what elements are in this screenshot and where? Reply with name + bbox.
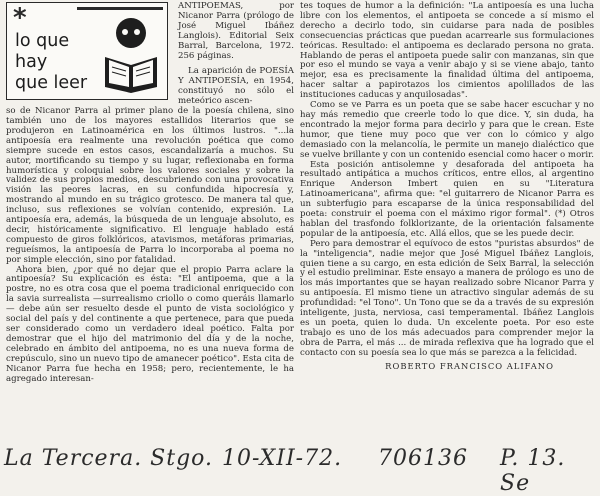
author-signature: ROBERTO FRANCISCO ALIFANO <box>385 360 554 371</box>
paragraph-intro: La aparición de POESÍA Y ANTIPOESÍA, en 1954, constituyó no sólo el meteórico ascen- <box>178 66 294 107</box>
badge-line-1: lo que <box>15 31 70 51</box>
handwritten-source: La Tercera. Stgo. <box>4 446 214 471</box>
book-reader-icon <box>99 13 163 93</box>
asterisk-mark: * <box>13 3 27 33</box>
paragraph: Esta posición antisolemne y desaforada del antipoeta ha resultado antipática a muchos críticos, entre ellos, al argentino Enrique Anderson Imbert quien en su "Literatura Latinoamericana", afirma que: "el guitarrero de Nicanor Parra es un subterfugio para escaparse de la única responsabilidad del poeta: construir el poema con el máximo rigor formal". (*) Otros hablan del trasfondo folklorizante, de la orientación falsamente popular de la antipoesía, etc. Allá ellos, que se les puede decir. <box>300 159 594 239</box>
book-heading: ANTIPOEMAS, por Nicanor Parra (prólogo de José Miguel Ibáñez Langlois). Editorial Seix Barral, Barcelona, 1972. 256 páginas. <box>178 1 294 61</box>
badge-rule <box>77 7 163 10</box>
paragraph: so de Nicanor Parra al primer plano de la poesía chilena, sino también uno de los mayores estallidos literarios que se produjeron en Latinoamérica en los últimos lustros. "...la antipoesía era realmente una revolución poética que como siempre sucede en estos casos, escandalizaría a muchos. Su autor, mortificando su tiempo y su lugar, reflexionaba en forma humorística y coloquial sobre los valores sociales y sobre la validez de sus propios medios, descubriendo con una provocativa visión las peores lacras, en su confundida hipocresía y, mostrando al mundo en su trágico grotesco. De manera tal que, incluso, sus reflexiones se volvían contenido, expresión. La antipoesía era, además, la búsqueda de un lenguaje absoluto, es decir, históricamente significativo. El lenguaje hablado está compuesto de giros folklóricos, atavismos, metáforas primarias, regueísmos, la antipoesía de Parra lo incorporaba al poema no por simple elección, sino por fatalidad. <box>6 106 294 265</box>
paragraph: Ahora bien, ¿por qué no dejar que el propio Parra aclare la antipoesía? Su explicación es ésta: "El antipoema, que a la postre, no es otra cosa que el poema tradicional enriquecido con la savia surrealista —surrealismo criollo o como queráis llamarlo— debe aún ser resuelto desde el punto de vista sociológico y social del país y del continente a que pertenece, para que pueda ser considerado como un verdadero ideal poético. Falta por demostrar que el hijo del matrimonio del día y de la noche, celebrado en ámbito del antipoema, no es una nueva forma de crepúsculo, sino un nuevo tipo de amanecer poético". Esta cita de Nicanor Parra fue hecha en 1958; pero, recientemente, le ha agregado interesan- <box>6 264 294 384</box>
badge-text <box>15 31 87 94</box>
handwritten-annotation <box>0 440 600 496</box>
badge-line-2: hay <box>15 52 48 72</box>
right-column <box>300 2 594 372</box>
lo-que-hay-que-leer-badge <box>6 2 168 100</box>
left-column <box>6 2 294 384</box>
paragraph: Pero para demostrar el equívoco de estos "puristas absurdos" de la "inteligencia", nadie mejor que José Miguel Ibáñez Langlois, quien tiene a su cargo, en esta edición de Seix Barral, la selección y el estudio preliminar. Este ensayo a manera de prólogo es uno de los más importantes que se hayan realizado sobre Nicanor Parra y su antipoesía. El mismo tiene un atractivo singular además de su profundidad: "el Tono". Un Tono que se da a través de su expresión inteligente, justa, nerviosa, casi temperamental. Ibáñez Langlois es un poeta, quien lo duda. Un excelente poeta. Por eso este trabajo es uno de los más adecuados para comprender mejor la obra de Parra, el más ... de mirada reflexiva que ha logrado que el contacto con su poesía sea lo que más se parezca a la felicidad. <box>300 238 594 358</box>
handwritten-page: P. 13. Se <box>500 446 566 496</box>
badge-line-3: que leer <box>15 73 88 93</box>
handwritten-reference: 706136 <box>378 446 468 471</box>
handwritten-date: 10-XII-72. <box>222 446 343 471</box>
paragraph: tes toques de humor a la definición: "La antipoesía es una lucha libre con los elementos, el antipoeta se concede a sí mismo el derecho a decirlo todo, sin cuidarse para nada de posibles consecuencias prácticas que puedan acarrearle sus formulaciones teóricas. Resultado: el antipoema es declarado persona no grata. Hablando de peras el antipoeta puede salir con manzanas, sin que por eso el mundo se vaya a venir abajo y si se viene abajo, tanto mejor, esa es precisamente la finalidad última del antipoema, hacer saltar a papirotazos los cimientos apolillados de las instituciones caducas y anquilosadas". <box>300 1 594 101</box>
paragraph: Como se ve Parra es un poeta que se sabe hacer escuchar y no hay más remedio que creerle todo lo que dice. Y, sin duda, ha encontrado la mejor forma para decirlo y para que le crean. Este humor, que tiene muy poco que ver con lo cómico y algo demasiado con la melancolía, le permite un manejo dialéctico que se vuelve brillante y con un contenido esencial como hacer o morir. <box>300 100 594 160</box>
